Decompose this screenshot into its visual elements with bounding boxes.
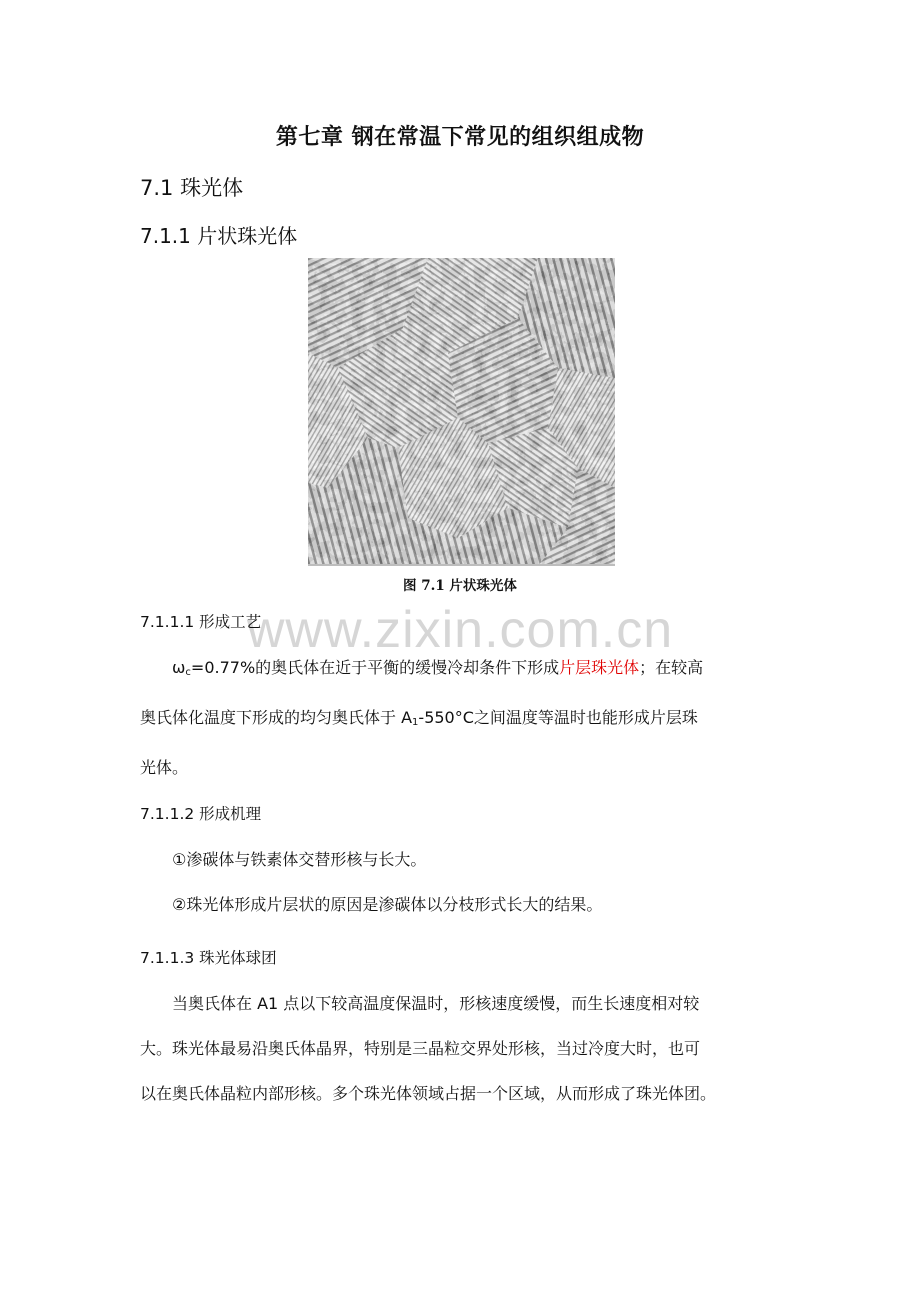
paragraph-line: 以在奥氏体晶粒内部形核。多个珠光体领域占据一个区域，从而形成了珠光体团。 [140,1084,717,1103]
highlighted-term: 片层珠光体 [559,658,640,677]
paragraph-formation-mechanism [140,837,780,927]
section-heading-7-1-1: 7.1.1 片状珠光体 [140,224,298,248]
paragraph-line [140,645,780,695]
list-item: ②珠光体形成片层状的原因是渗碳体以分枝形式长大的结果。 [172,895,603,914]
paragraph-pearlite-colony [140,981,780,1116]
paragraph-formation-process [140,645,780,790]
subsection-heading-7-1-1-1: 7.1.1.1 形成工艺 [140,613,262,631]
text-run: =0.77%的奥氏体在近于平衡的缓慢冷却条件下形成 [190,658,560,677]
pearlite-micrograph [308,258,615,566]
subsection-heading-7-1-1-2: 7.1.1.2 形成机理 [140,805,262,823]
figure-caption: 图 7.1 片状珠光体 [403,578,517,594]
omega-symbol: ω [172,658,186,677]
paragraph-line [140,695,780,745]
text-run: -550°C之间温度等温时也能形成片层珠 [418,708,698,727]
a1-subscript: 1 [412,717,419,728]
chapter-title: 第七章 钢在常温下常见的组织组成物 [275,125,645,150]
paragraph-line: 当奥氏体在 A1 点以下较高温度保温时，形核速度缓慢，而生长速度相对较 [172,994,700,1013]
list-item: ①渗碳体与铁素体交替形核与长大。 [172,850,427,869]
text-run: ；在较高 [639,658,704,677]
omega-subscript: c [185,667,191,678]
section-heading-7-1: 7.1 珠光体 [140,176,244,200]
watermark: www.zixin.com.cn [246,601,674,659]
text-run: 奥氏体化温度下形成的均匀奥氏体于 A [140,708,413,727]
paragraph-line: 光体。 [140,758,189,777]
paragraph-line: 大。珠光体最易沿奥氏体晶界，特别是三晶粒交界处形核，当过冷度大时，也可 [140,1039,701,1058]
subsection-heading-7-1-1-3: 7.1.1.3 珠光体球团 [140,949,277,967]
